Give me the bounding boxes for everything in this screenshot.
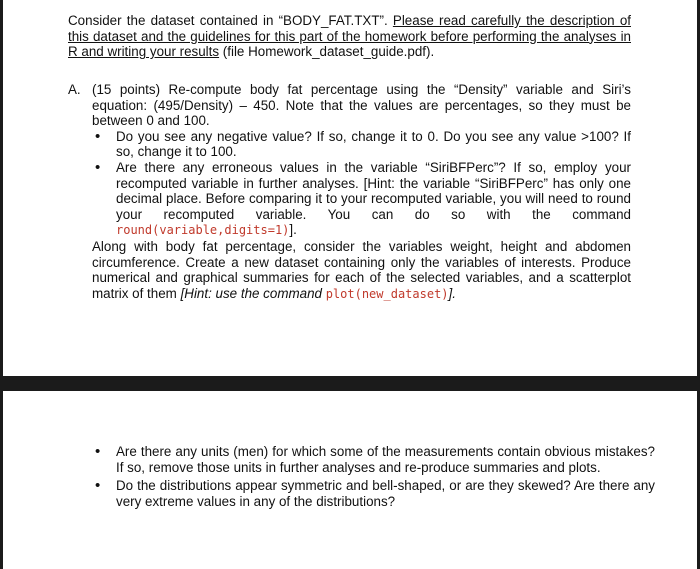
hint-text: [Hint: use the command <box>180 285 326 301</box>
bullet-icon: • <box>95 443 101 460</box>
bullet-text: Do you see any negative value? If so, change it to 0. Do you see any value >100? If so, change it to 100. <box>116 128 631 160</box>
intro-paragraph <box>68 13 631 60</box>
list-item <box>92 444 655 475</box>
item-a-bullet-list <box>68 129 631 239</box>
bullet-text: Do the distributions appear symmetric and bell-shaped, or are they skewed? Are there any very extreme values in any of the distributions? <box>116 478 655 509</box>
item-a-paragraph <box>68 239 631 302</box>
item-a <box>68 82 631 129</box>
intro-text: Consider the dataset contained in “BODY_FAT.TXT”. <box>68 13 393 28</box>
bullet-icon: • <box>95 158 101 176</box>
page-divider <box>0 376 700 391</box>
bottom-bullet-list <box>68 444 655 512</box>
list-item <box>92 160 631 239</box>
list-item <box>92 129 631 160</box>
code-round: round(variable,digits=1) <box>116 223 290 238</box>
section-a <box>68 82 631 302</box>
intro-underlined-text: Please read carefully the description of this dataset and the guidelines for this part of the homework before performing the analyses in R and writing your results <box>68 13 631 60</box>
intro-file-reference: (file Homework_dataset_guide.pdf). <box>219 44 435 60</box>
list-item <box>92 478 655 509</box>
hint-end: ]. <box>448 285 456 301</box>
bullet-text-end: ]. <box>289 222 297 238</box>
item-a-label: A. <box>68 82 81 97</box>
bullet-text: Are there any erroneous values in the variable “SiriBFPerc”? If so, employ your recomputed variable in further analyses. [Hint: the variable “SiriBFPerc” has only one decimal place. Before comparing it to your recomputed variable, you will need to round your recomputed variable. You can do so with the command <box>116 159 631 222</box>
page-bottom <box>0 391 700 569</box>
bullet-icon: • <box>95 127 101 145</box>
bullet-icon: • <box>95 477 101 495</box>
left-edge <box>0 0 3 569</box>
code-plot: plot(new_dataset) <box>325 286 449 301</box>
paragraph-text: Along with body fat percentage, consider the variables weight, height and abdomen circumference. Create a new dataset containing only the variables of interests. Produce numerical and graphical summaries for each of the selected variables, and a scatterplot matrix of them <box>92 238 631 301</box>
item-a-text: (15 points) Re-compute body fat percentage using the “Density” variable and Siri’s equation: (495/Density) – 450. Note that the values are percentages, so they must be between 0 and 100. <box>92 82 631 129</box>
bullet-text: Are there any units (men) for which some of the measurements contain obvious mistakes? If so, remove those units in further analyses and re-produce summaries and plots. <box>116 444 655 475</box>
